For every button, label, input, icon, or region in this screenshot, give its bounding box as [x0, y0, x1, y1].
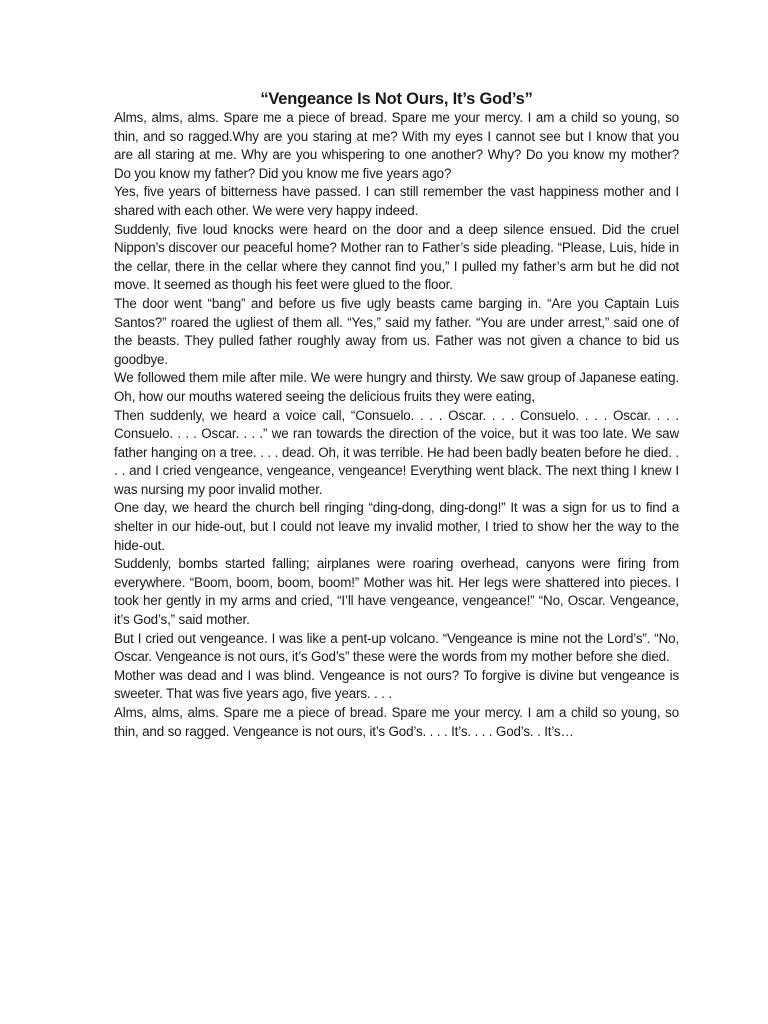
- paragraph: But I cried out vengeance. I was like a pent-up volcano. “Vengeance is mine not the Lord’s”. “No, Oscar. Vengeance is not ours, it’s God’s” these were the words from my mother before she died.: [114, 630, 679, 665]
- paragraph: Yes, five years of bitterness have passed. I can still remember the vast happiness mother and I shared with each other. We were very happy indeed.: [114, 184, 679, 218]
- paragraph: Alms, alms, alms. Spare me a piece of bread. Spare me your mercy. I am a child so young, so thin, and so ragged. Vengeance is not ours, it’s God’s. . . . It’s. . . . God’s. . It’s…: [114, 705, 679, 739]
- paragraph: Suddenly, five loud knocks were heard on the door and a deep silence ensued. Did the cruel Nippon’s discover our peaceful home? Mother ran to Father’s side pleading. “Please, Luis, hide in the cellar, there in the cellar where they cannot find you,” I pulled my father’s arm but he did not move. It seemed as though his feet were glued to the floor.: [114, 221, 679, 293]
- paragraph: Then suddenly, we heard a voice call, “Consuelo. . . . Oscar. . . . Consuelo. . . . Oscar. . . . Consuelo. . . . Oscar. . . .” we ran towards the direction of the voice, but it was too late. We saw father hanging on a tree. . . . dead. Oh, it was terrible. He had been badly beaten before he died. . . . and I cried vengeance, vengeance, vengeance! Everything went black. The next thing I knew I was nursing my poor invalid mother.: [114, 407, 679, 497]
- paragraph: We followed them mile after mile. We were hungry and thirsty. We saw group of Japanese eating. Oh, how our mouths watered seeing the delicious fruits they were eating,: [114, 370, 679, 404]
- paragraph: The door went “bang” and before us five ugly beasts came barging in. “Are you Captain Luis Santos?” roared the ugliest of them all. “Yes,” said my father. “You are under arrest,” said one of the beasts. They pulled father roughly away from us. Father was not given a chance to bid us goodbye.: [114, 295, 679, 367]
- document-body: [114, 109, 679, 741]
- paragraph: Mother was dead and I was blind. Vengeance is not ours? To forgive is divine but vengeance is sweeter. That was five years ago, five years. . . .: [114, 667, 679, 702]
- document-page: [114, 89, 679, 741]
- paragraph: Suddenly, bombs started falling; airplanes were roaring overhead, canyons were firing from everywhere. “Boom, boom, boom, boom!” Mother was hit. Her legs were shattered into pieces. I took her gently in my arms and cried, “I’ll have vengeance, vengeance!” “No, Oscar. Vengeance, it’s God’s,” said mother.: [114, 556, 679, 628]
- paragraph: Alms, alms, alms. Spare me a piece of bread. Spare me your mercy. I am a child so young, so thin, and so ragged.Why are you staring at me? With my eyes I cannot see but I know that you are all staring at me. Why are you whispering to one another? Why? Do you know my mother? Do you know my father? Did you know me five years ago?: [114, 110, 679, 181]
- paragraph: One day, we heard the church bell ringing “ding-dong, ding-dong!” It was a sign for us to find a shelter in our hide-out, but I could not leave my invalid mother, I tried to show her the way to the hide-out.: [114, 500, 679, 553]
- document-title: “Vengeance Is Not Ours, It’s God’s”: [260, 90, 533, 108]
